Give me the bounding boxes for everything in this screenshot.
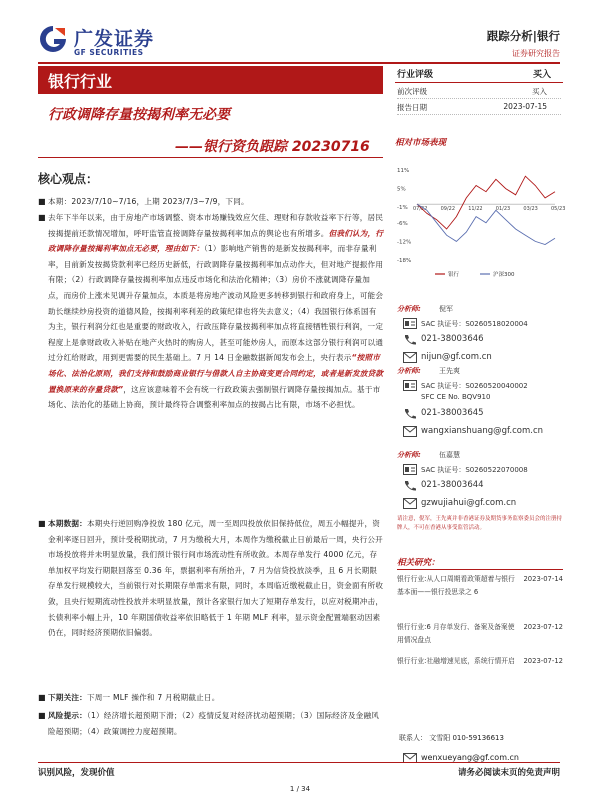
footer-divider [38, 762, 560, 763]
analyst-name: 王先爽 [439, 367, 460, 375]
prev-rating-value: 买入 [532, 87, 547, 96]
related-research-heading: 相关研究： [397, 556, 563, 570]
related-item[interactable] [397, 621, 565, 647]
footer-disclaimer-link[interactable]: 请务必阅读末页的免责声明 [457, 768, 560, 778]
mortgage-view: 但我们认为，行政调降存量按揭利率加点无必要，理由如下： [48, 228, 384, 254]
related-item[interactable] [397, 573, 565, 599]
risk-label: 风险提示： [48, 711, 87, 720]
gf-logo-icon [38, 24, 68, 54]
analyst-phone[interactable]: 021-38003646 [421, 334, 484, 344]
pboc-quote: “按照市场化、法治化原则，我们支持和鼓励商业银行与借款人自主协商变更合同约定，或者是新发放贷款置换原来的存量贷款” [48, 353, 384, 394]
bullet-icon: ■ [38, 213, 46, 222]
analyst-block [397, 366, 565, 436]
contact-name-phone: 联系人： 文雪阳 010-59136613 [399, 734, 504, 742]
data-label: 本期数据： [48, 519, 87, 528]
industry-title: 银行行业 [48, 72, 113, 91]
related-item[interactable] [397, 655, 565, 668]
y-tick-label: -1% [397, 205, 408, 212]
period-text: 本期：2023/7/10~7/16，上期 2023/7/3~7/9，下同。 [48, 197, 249, 206]
analyst-sac: SAC 执证号：S0260518020004 [421, 320, 528, 328]
analyst-block [397, 304, 565, 374]
report-date-row [397, 100, 561, 115]
mortgage-reasons: （1）影响地产销售的是新发按揭利率，而非存量利率，目前新发按揭贷款利率已经历史新低，行政调降存量按揭利率加点动作大，但对地产提振作用有限；（2）行政调降存量按揭利率加点违反市场化和法治化精神；（3）房价不涨就调降存量加点，而房价上涨未见调升存量加点，本质是将房地产波动风险更多转移到银行和政府身上，可能会助长继续炒房投资的道德风险，按揭利率利差的政策纪律也将失去意义；（4）我国银行体系国有为主，银行利润分红也是重要的财政收入，行政压降存量按揭利率加点将直接牺牲银行利润，一定程度上是拿财政收入补贴在地产火热时的购房人，甚至可能炒房人，而原本这部分银行利润可以通过分红给财政，用到更需要的民生基础上。7 月 14 日金融数据新闻发布会上，央行表示 [48, 244, 384, 363]
x-tick-label: 09/22 [440, 206, 456, 213]
page-number: 1 / 34 [289, 785, 311, 793]
prev-rating-label: 前次评级 [397, 87, 427, 96]
chart-y-ticks [397, 168, 411, 264]
mortgage-intro: 去年下半年以来，由于房地产市场调整、资本市场赚钱效应欠佳、理财和存款收益率下行等，居民按揭提前还款情况增加，呼吁监管直接调降存量按揭利率加点的舆论也有所增多。 [48, 213, 384, 238]
report-date-value: 2023-07-15 [503, 102, 547, 111]
data-text: 本期央行逆回购净投放 180 亿元，周一至周四投放依旧保持低位，周五小幅提升，资金利率逐日回升，预计受税期扰动，7 月为缴税大月，本周作为缴税截止日前最后一周，央行公开市场投放将并未明显放量，我们预计银行间市场流动性有所收敛。本周存单发行 4000 亿元，存单加权平均发行期限回落至 0.36 年，票据利率有所抬升，7 月为信贷投放淡季，且 6 月长期限存单发行规模较大，当前银行对长期限存单需求有限，同时，本周临近缴税截止日，资金面有所收敛，且央行短期流动性投放并未明显放量，预计各家银行加大了短期存单发行，以应对税期冲击，长债利率小幅上升，10 年期国债收益率依旧略低于 1 年期 MLF 利率，显示资金配置端驱动因素仍在，同时经济预期依旧偏弱。 [48, 519, 384, 638]
bullet-mortgage [38, 210, 384, 413]
analyst-phone[interactable]: 021-38003645 [421, 408, 484, 418]
bullet-icon: ■ [38, 693, 46, 702]
rating-label: 行业评级 [397, 70, 434, 80]
rating-header [395, 66, 563, 83]
disclaimer-note: 请注意，倪军，王先爽并非香港证券及期货事务监察委员会的注册持牌人，不可在香港从事受监管活动。 [397, 516, 563, 531]
analyst-tag: 分析师: [397, 367, 421, 375]
analyst-sfc: SFC CE No. BQV910 [421, 393, 491, 401]
report-subheadline: ——银行资负跟踪 20230716 [175, 139, 370, 155]
report-subtype: 证券研究报告 [512, 49, 560, 58]
gf-securities-logo [38, 22, 158, 60]
rating-value: 买入 [532, 70, 551, 80]
x-tick-label: 11/22 [468, 206, 483, 213]
y-tick-label: 11% [397, 168, 410, 174]
email-icon [403, 426, 417, 437]
prev-rating-row [397, 84, 561, 99]
id-card-icon [403, 464, 417, 475]
report-headline: 行政调降存量按揭利率无必要 [48, 107, 230, 123]
title-divider [38, 157, 383, 158]
analyst-email[interactable]: wangxianshuang@gf.com.cn [421, 426, 544, 436]
y-tick-label: -6% [397, 220, 408, 227]
analyst-sac: SAC 执证号：S0260522070008 [421, 466, 528, 474]
performance-title: 相对市场表现 [395, 138, 447, 148]
id-card-icon [403, 318, 417, 329]
next-label: 下期关注： [48, 693, 87, 702]
logo-en: GF SECURITIES [74, 48, 144, 57]
phone-icon [403, 408, 417, 419]
phone-icon [403, 480, 417, 491]
x-tick-label: 01/23 [495, 206, 511, 213]
core-points-heading: 核心观点： [38, 172, 99, 186]
next-text: 下周一 MLF 操作和 7 月税期截止日。 [86, 693, 220, 702]
related-date: 2023-07-14 [523, 575, 563, 583]
x-tick-label: 05/23 [551, 206, 566, 213]
analyst-block [397, 450, 565, 520]
bullet-next [38, 690, 384, 706]
related-date: 2023-07-12 [523, 623, 563, 631]
bullet-data [38, 516, 384, 641]
series-line-银行 [417, 176, 555, 229]
mortgage-conclusion: ，这应该意味着不会有统一行政政策去强制银行调降存量按揭加点。基于市场化、法治化的基础上协商，预计最终符合调整利率加点的按揭占比有限，市场不必担忧。 [48, 384, 381, 410]
related-title[interactable]: 银行行业:从人口周期看政策超着与银行基本面——银行投思录之 6 [397, 575, 515, 596]
bullet-icon: ■ [38, 711, 46, 720]
x-tick-label: 03/23 [523, 206, 538, 213]
relative-performance-chart [395, 162, 566, 282]
related-title[interactable]: 银行行业:6 月存单发行、备案及备案使用情况盘点 [397, 623, 515, 644]
x-tick-label: 07/22 [413, 206, 428, 213]
analyst-tag: 分析师: [397, 305, 421, 313]
id-card-icon [403, 380, 417, 391]
analyst-name: 伍嘉慧 [439, 451, 460, 459]
analyst-email[interactable]: nijun@gf.com.cn [421, 352, 492, 362]
footer-slogan: 识别风险，发现价值 [38, 768, 115, 778]
email-icon [403, 498, 417, 509]
contact-email[interactable]: wenxueyang@gf.com.cn [421, 753, 519, 762]
related-title[interactable]: 银行行业:社融增速见底，系统行情开启 [397, 657, 515, 665]
y-tick-label: 5% [397, 186, 406, 193]
y-tick-label: -12% [397, 239, 412, 246]
related-date: 2023-07-12 [523, 657, 563, 665]
phone-icon [403, 334, 417, 345]
analyst-phone[interactable]: 021-38003644 [421, 480, 484, 490]
report-type: 跟踪分析|银行 [486, 29, 560, 43]
bullet-icon: ■ [38, 519, 46, 528]
legend-label: 银行 [448, 272, 460, 278]
bullet-period [38, 194, 384, 210]
header-divider [38, 62, 560, 64]
email-icon [403, 352, 417, 363]
legend-label: 沪深300 [493, 272, 515, 278]
logo-cn: 广发证券 [74, 28, 155, 50]
y-tick-label: -18% [397, 258, 412, 264]
analyst-email[interactable]: gzwujiahui@gf.com.cn [421, 498, 517, 508]
bullet-icon: ■ [38, 197, 46, 206]
report-date-label: 报告日期 [397, 103, 427, 112]
analyst-name: 倪军 [439, 305, 453, 313]
analyst-sac: SAC 执证号：S0260520040002 [421, 382, 528, 390]
risk-text: （1）经济增长超预期下滑；（2）疫情反复对经济扰动超预期；（3）国际经济及金融风险超预期；（4）政策调控力度超预期。 [48, 711, 380, 736]
chart-legend [435, 270, 515, 278]
bullet-risk [38, 708, 384, 739]
analyst-tag: 分析师: [397, 451, 421, 459]
chart-x-ticks [413, 206, 565, 212]
